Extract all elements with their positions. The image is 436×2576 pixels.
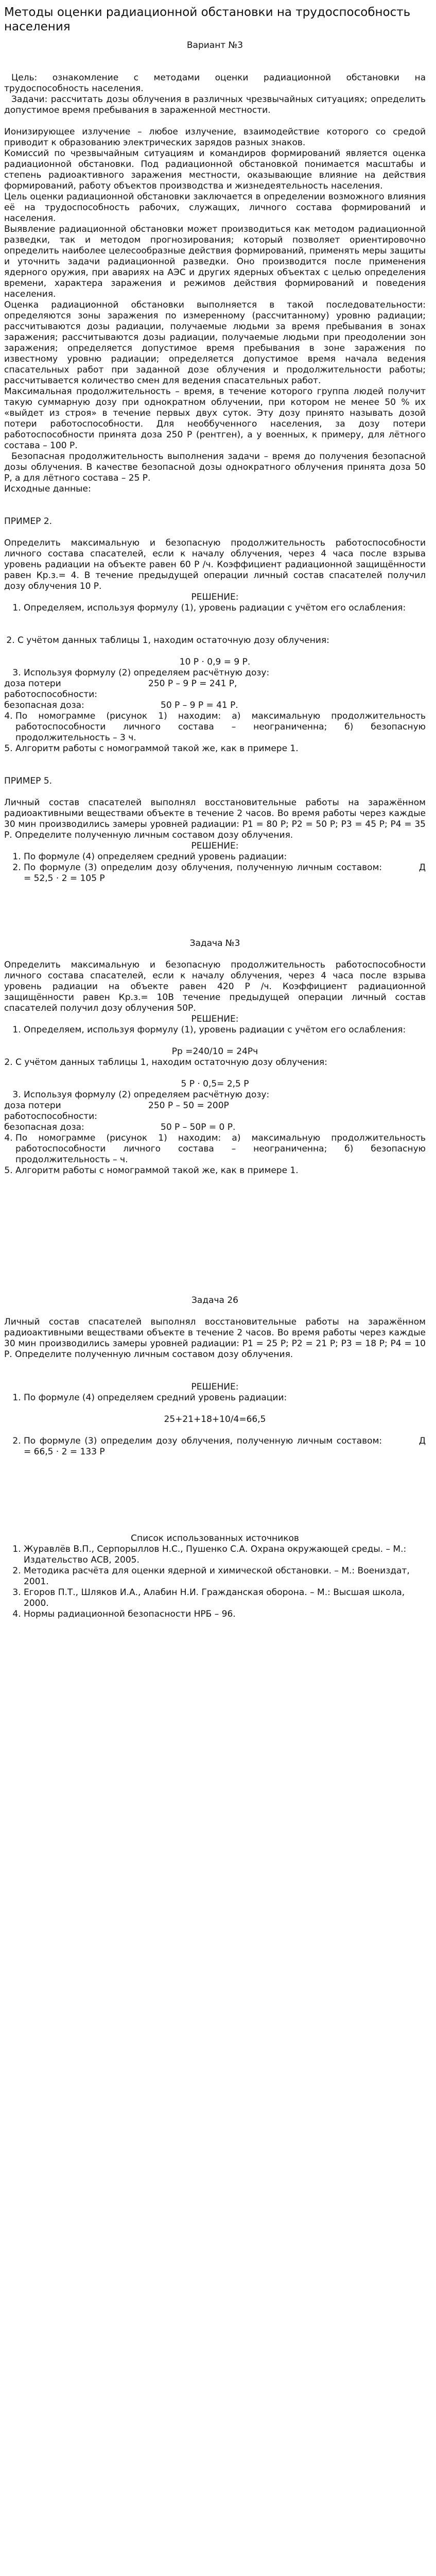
example-2-statement: Определить максимальную и безопасную продолжительность работоспособности личного состава спасателей, если к началу облучения, через 4 часа после взрыва уровень радиации на объекте равен 60 Р /ч. Коэффициент радиационной защищённости равен Кр.з.= 4. В течение предыдущей операции личный состав спасателей получил дозу облучения 10 Р.	[4, 538, 426, 591]
example-2-step-4: 4. По номограмме (рисунок 1) находим: а) максимальную продолжительность работоспособности личного состава – неограниченна; б) безопасную продолжительность – 3 ч.	[15, 711, 426, 743]
task-3-step-1: 1. Определяем, используя формулу (1), уровень радиации с учётом его ослабления:	[24, 1025, 426, 1036]
task-26-heading: Задача 26	[191, 1295, 238, 1306]
example-2-loss-dose-row	[4, 679, 426, 700]
task-3-statement: Определить максимальную и безопасную продолжительность работоспособности личного состава спасателей, если к началу облучения, через 4 часа после взрыва уровень радиации на объекте равен 420 Р /ч. Коэффициент радиационной защищённости равен Кр.з.= 10В течение предыдущей операции личный состав спасателей получил дозу облучения 50Р.	[4, 960, 426, 1013]
task-3-heading: Задача №3	[189, 938, 240, 948]
document-body	[4, 40, 426, 1620]
task-paragraph: Задачи: рассчитать дозы облучения в различных чрезвычайных ситуациях; определить допустимое время пребывания в зараженной местности.	[4, 94, 426, 115]
example-2-step-5: 5. Алгоритм работы с номограммой такой же, как в примере 1.	[15, 743, 426, 754]
example-2-safe-dose-value: 50 Р – 9 Р = 41 Р.	[161, 700, 238, 710]
ionizing-definition: Ионизирующее излучение – любое излучение, взаимодействие которого со средой приводит к образованию электрических зарядов разных знаков.	[4, 127, 426, 148]
example-2-step-2: 2. С учётом данных таблицы 1, находим остаточную дозу облучения:	[18, 635, 426, 646]
task-3-step-3: 3. Используя формулу (2) определяем расчётную дозу:	[24, 1090, 426, 1100]
example-2-heading: ПРИМЕР 2.	[4, 516, 53, 527]
detection-paragraph: Выявление радиационной обстановки может производиться как методом радиационной разведки, так и методом прогнозирования; который позволяет ориентировочно определить наиболее целесообразные действия формирований, применять меры защиты и уточнить задачи радиационной разведки. Оно производится после применения ядерного оружия, при авариях на АЭС и других ядерных объектах с целью определения времени, характера заражения и режимов действия формирований и поведения населения.	[4, 224, 426, 299]
references-list	[4, 1544, 426, 1620]
task-3-loss-dose-value: 250 Р – 50 = 200Р	[148, 1100, 229, 1111]
task-26-average-value: 25+21+18+10/4=66,5	[164, 1414, 266, 1425]
example-2-safe-dose-label: безопасная доза:	[4, 700, 84, 710]
example-2-step-1: 1. Определяем, используя формулу (1), уровень радиации с учётом его ослабления:	[24, 603, 426, 614]
variant-heading: Вариант №3	[186, 40, 243, 50]
task-3-residual-dose: 5 Р · 0,5= 2,5 Р	[181, 1079, 249, 1089]
assessment-goal-paragraph: Цель оценки радиационной обстановки заключается в определении возможного влияния её на трудоспособность рабочих, служащих, личного состава формирований и населения.	[4, 192, 426, 224]
example-5-solution-label: РЕШЕНИЕ:	[191, 841, 239, 851]
task-26-step-2-text: По формуле (3) определим дозу облучения, полученную личным составом:	[24, 1436, 382, 1446]
assessment-steps-paragraph: Оценка радиационной обстановки выполняется в такой последовательности: определяются зоны заражения по измеренному (рассчитанному) уровню радиации; рассчитываются дозы радиации, получаемые людьми за время пребывания в зонах заражения; рассчитываются дозы радиации, получаемые людьми при преодолении зон заражения; определяется допустимое время пребывания в зоне заражения по известному уровню радиации; определяется допустимое время начала ведения спасательных работ при заданной дозе облучения и продолжительности работы; рассчитывается количество смен для ведения спасательных работ.	[4, 300, 426, 386]
task-3-loss-dose-row	[4, 1100, 426, 1122]
example-5-step-2-value: Д = 52,5 · 2 = 105 Р	[24, 862, 426, 884]
task-3-safe-dose-label: безопасная доза:	[4, 1122, 84, 1132]
task-26-step-2	[24, 1436, 426, 1458]
task-3-step-4: 4. По номограмме (рисунок 1) находим: а) максимальную продолжительность работоспособности личного состава – неограниченна; б) безопасную продолжительность – ч.	[15, 1133, 426, 1165]
example-5-step-2-text: По формуле (3) определим дозу облучения, полученную личным составом:	[24, 862, 382, 873]
example-5-statement: Личный состав спасателей выполнял восстановительные работы на заражённом радиоактивными веществами объекте в течение 2 часов. Во время работы через каждые 30 мин производились замеры уровней радиации: P1 = 80 Р; P2 = 50 Р; P3 = 45 Р; P4 = 35 Р. Определите полученную личным составом дозу облучения.	[4, 798, 426, 840]
task-3-pr-value: Pр =240/10 = 24Рч	[171, 1046, 258, 1057]
example-2-loss-dose-label: доза потери работоспособности:	[4, 679, 98, 700]
reference-item: 1. Журавлёв В.П., Серпорыллов Н.С., Пушенко С.А. Охрана окружающей среды. – М.: Издательство АСВ, 2005.	[24, 1544, 426, 1566]
task-3-step-2: 2. С учётом данных таблицы 1, находим остаточную дозу облучения:	[15, 1057, 426, 1068]
goal-paragraph: Цель: ознакомление с методами оценки радиационной обстановки на трудоспособность населения.	[4, 73, 426, 94]
example-5-step-2	[24, 862, 426, 884]
references-heading: Список использованных источников	[131, 1533, 299, 1544]
task-26-step-2-value: Д = 66,5 · 2 = 133 Р	[24, 1436, 426, 1457]
example-2-solution-label: РЕШЕНИЕ:	[191, 592, 239, 602]
initial-data-label: Исходные данные:	[4, 484, 91, 494]
example-5-step-1: 1. По формуле (4) определяем средний уровень радиации:	[24, 852, 426, 862]
page-title: Методы оценки радиационной обстановки на трудоспособность населения	[4, 6, 411, 33]
task-3-loss-dose-label: доза потери работоспособности:	[4, 1100, 98, 1122]
commissions-paragraph: Комиссий по чрезвычайным ситуациям и командиров формирований является оценка радиационной обстановки. Под радиационной обстановкой понимается масштабы и степень радиоактивного заражения местности, оказывающие влияние на действия формирований, работу объектов производства и жизнедеятельность населения.	[4, 148, 426, 191]
example-2-loss-dose-value: 250 Р – 9 Р = 241 Р,	[148, 679, 237, 689]
example-5-heading: ПРИМЕР 5.	[4, 776, 53, 786]
safe-duration-paragraph: Безопасная продолжительность выполнения задачи – время до получения безопасной дозы облучения. В качестве безопасной дозы однократного облучения принята доза 50 Р, а для лётного состава – 25 Р.	[4, 451, 426, 483]
reference-item: 2. Методика расчёта для оценки ядерной и химической обстановки. – М.: Воениздат, 2001.	[24, 1566, 426, 1587]
task-3-solution-label: РЕШЕНИЕ:	[191, 1014, 239, 1024]
example-2-residual-dose: 10 Р · 0,9 = 9 Р.	[179, 657, 251, 667]
task-26-statement: Личный состав спасателей выполнял восстановительные работы на заражённом радиоактивными веществами объекте в течение 2 часов. Во время работы через каждые 30 мин производились замеры уровней радиации: P1 = 25 Р; P2 = 21 Р; P3 = 18 Р; P4 = 10 Р. Определите полученную личным составом дозу облучения.	[4, 1317, 426, 1360]
max-duration-paragraph: Максимальная продолжительность – время, в течение которого группа людей получит такую суммарную дозу при однократном облучении, при котором не менее 50 % их «выйдет из строя» в течение первых двух суток. Эту дозу принято называть дозой потери работоспособности. Для необбученного населения, за дозу потери работоспособности принята доза 250 Р (рентген), а у военных, к примеру, для лётного состава – 100 Р.	[4, 386, 426, 451]
example-2-step-3: 3. Используя формулу (2) определяем расчётную дозу:	[24, 668, 426, 679]
example-2-safe-dose-row	[4, 700, 426, 711]
task-26-solution-label: РЕШЕНИЕ:	[191, 1382, 239, 1392]
task-26-step-1: 1. По формуле (4) определяем средний уровень радиации:	[24, 1393, 426, 1403]
reference-item: 4. Нормы радиационной безопасности НРБ – 96.	[24, 1609, 426, 1620]
task-3-safe-dose-row	[4, 1122, 426, 1133]
task-3-safe-dose-value: 50 Р – 50Р = 0 Р.	[161, 1122, 236, 1132]
reference-item: 3. Егоров П.Т., Шляков И.А., Алабин Н.И. Гражданская оборона. – М.: Высшая школа, 2000.	[24, 1587, 426, 1609]
task-3-step-5: 5. Алгоритм работы с номограммой такой же, как в примере 1.	[15, 1165, 426, 1176]
